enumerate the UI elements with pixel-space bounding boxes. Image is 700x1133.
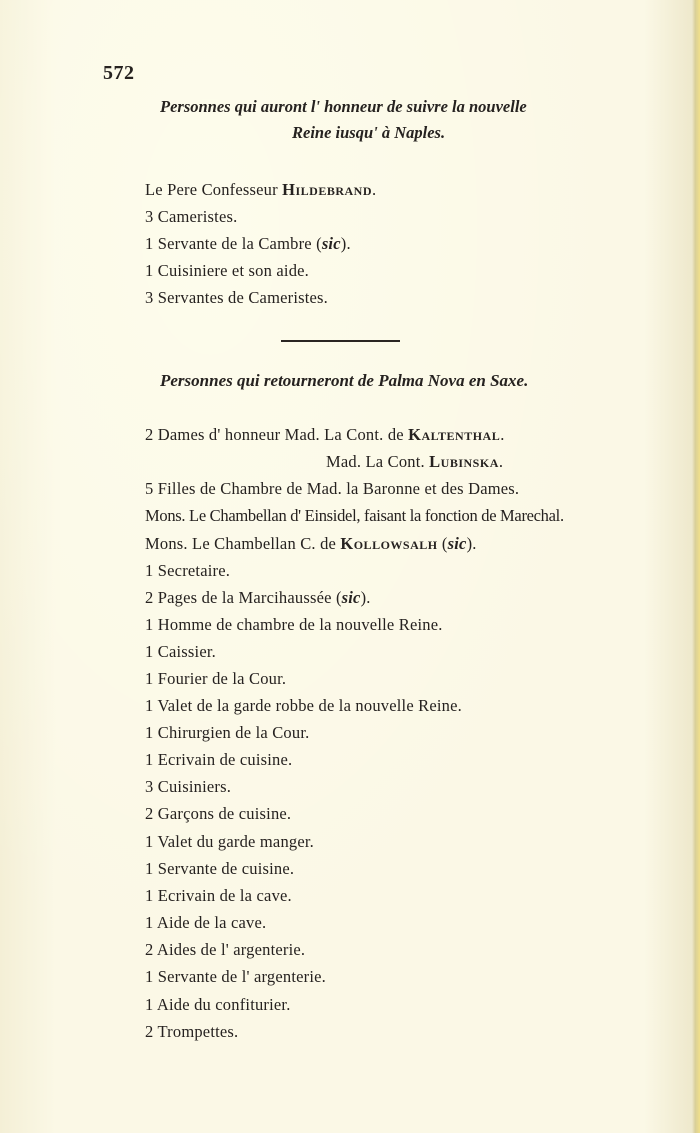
list-item: 2 Dames d' honneur Mad. La Cont. de Kaltenthal. [145,425,505,444]
list-item: 1 Ecrivain de cuisine. [145,750,293,769]
list-item: 1 Aide du confiturier. [145,995,291,1014]
person-name: Hildebrand [282,180,372,199]
list-item: 1 Servante de la Cambre (sic). [145,234,351,253]
section-heading-line-2: Reine iusqu' à Naples. [292,123,446,142]
list-item: Mons. Le Chambellan C. de Kollowsalh (sic). [145,534,477,553]
list-item: 1 Cuisiniere et son aide. [145,261,310,280]
person-name: Kaltenthal [408,425,501,444]
list-item: 1 Servante de cuisine. [145,859,295,878]
list-item: 2 Garçons de cuisine. [145,804,292,823]
section-divider [281,340,400,342]
list-item: 2 Trompettes. [145,1022,239,1041]
list-item: 1 Fourier de la Cour. [145,669,287,688]
list-item: 1 Homme de chambre de la nouvelle Reine. [145,615,443,634]
person-name: Kollowsalh [340,534,438,553]
page-number: 572 [103,62,135,84]
list-item: Mons. Le Chambellan d' Einsidel, faisant la fonction de Marechal. [145,506,564,525]
page-edge [692,0,700,1133]
list-item: 1 Secretaire. [145,561,231,580]
list-item: 1 Chirurgien de la Cour. [145,723,310,742]
list-item: 3 Servantes de Cameristes. [145,288,328,307]
list-item: 3 Cameristes. [145,207,238,226]
person-name: Lubinska [429,452,499,471]
list-item: 1 Valet du garde manger. [145,832,314,851]
list-item: 2 Pages de la Marcihaussée (sic). [145,588,371,607]
list-item: 5 Filles de Chambre de Mad. la Baronne et des Dames. [145,479,520,498]
section-heading: Personnes qui retourneront de Palma Nova en Saxe. [160,371,529,390]
list-item: 1 Aide de la cave. [145,913,267,932]
list-item: Mad. La Cont. Lubinska. [326,452,504,471]
list-item: 1 Ecrivain de la cave. [145,886,292,905]
list-item: 3 Cuisiniers. [145,777,232,796]
section-heading-line-1: Personnes qui auront l' honneur de suivre la nouvelle [160,97,527,116]
list-item: 1 Valet de la garde robbe de la nouvelle Reine. [145,696,462,715]
list-item: 1 Servante de l' argenterie. [145,967,326,986]
list-item: Le Pere Confesseur Hildebrand. [145,180,377,199]
list-item: 1 Caissier. [145,642,216,661]
list-item: 2 Aides de l' argenterie. [145,940,306,959]
